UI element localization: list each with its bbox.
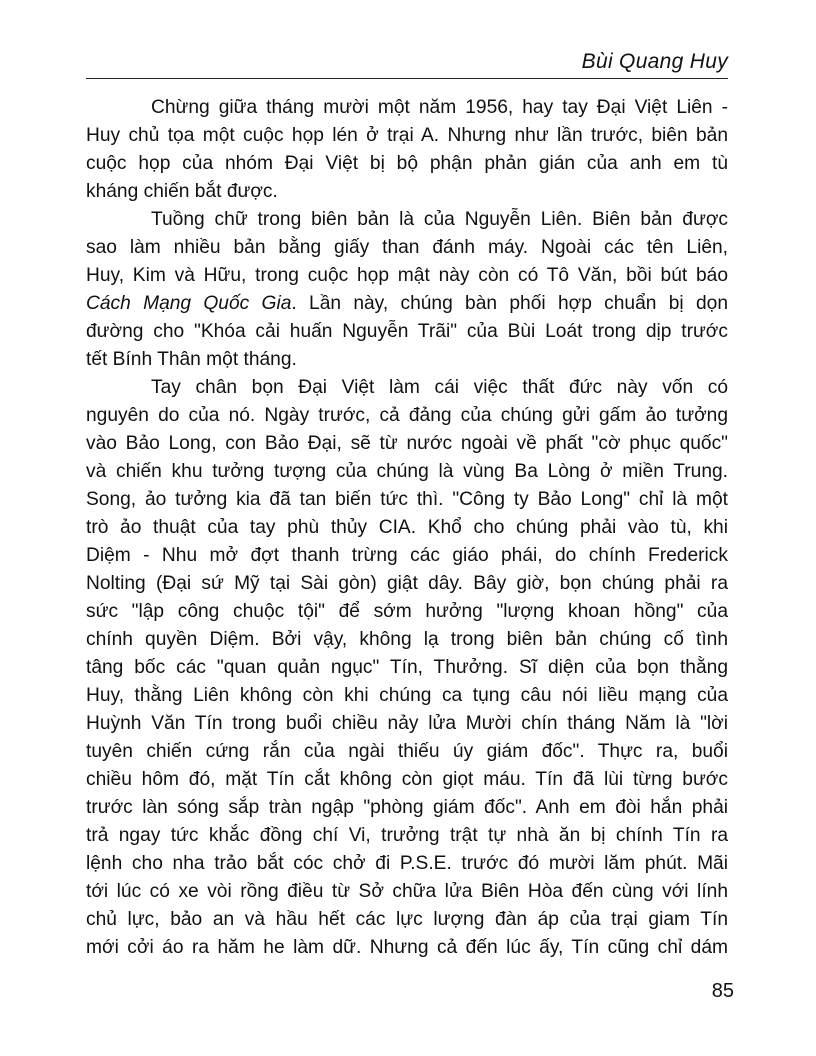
text-line: trả ngay tức khắc đồng chí Vi, trưởng trật tự nhà ăn bị chính Tín ra [86, 825, 728, 846]
text-line: Huy chủ tọa một cuộc họp lén ở trại A. Nhưng như lần trước, biên bản [86, 125, 728, 146]
text-line: cuộc họp của nhóm Đại Việt bị bộ phận phản gián của anh em tù [86, 153, 728, 174]
text-line: tết Bính Thân một tháng. [86, 349, 297, 370]
italic-title: Cách Mạng Quốc Gia [86, 293, 292, 314]
body-text [86, 94, 728, 962]
text-line: Diệm - Nhu mở đợt thanh trừng các giáo phái, do chính Frederick [86, 545, 728, 566]
page-number: 85 [711, 980, 734, 1002]
text-line: trước làn sóng sắp tràn ngập "phòng giám đốc". Anh em đòi hắn phải [86, 797, 728, 818]
text-line: chủ lực, bảo an và hầu hết các lực lượng đàn áp của trại giam Tín [86, 909, 728, 930]
text-line: trò ảo thuật của tay phù thủy CIA. Khổ cho chúng phải vào tù, khi [86, 517, 728, 538]
text-line: tâng bốc các "quan quản ngục" Tín, Thưởng. Sĩ diện của bọn thằng [86, 657, 728, 678]
text-line: Song, ảo tưởng kia đã tan biến tức thì. "Công ty Bảo Long" chỉ là một [86, 489, 728, 510]
text-line: kháng chiến bắt được. [86, 181, 278, 202]
text-line: lệnh cho nha trảo bắt cóc chở đi P.S.E. trước đó mười lăm phút. Mãi [86, 853, 728, 874]
text-line: đường cho "Khóa cải huấn Nguyễn Trãi" của Bùi Loát trong dịp trước [86, 321, 728, 342]
text-line: nguyên do của nó. Ngày trước, cả đảng của chúng gửi gấm ảo tưởng [86, 405, 728, 426]
text-line: chính quyền Diệm. Bởi vậy, không lạ trong biên bản chúng cố tình [86, 629, 728, 650]
text-line: và chiến khu tưởng tượng của chúng là vùng Ba Lòng ở miền Trung. [86, 461, 728, 482]
running-header [86, 50, 728, 79]
text-line [86, 290, 728, 318]
text-line: Huỳnh Văn Tín trong buổi chiều nảy lửa Mười chín tháng Năm là "lời [86, 713, 728, 734]
text-line: mới cởi áo ra hăm he làm dữ. Nhưng cả đến lúc ấy, Tín cũng chỉ dám [86, 937, 728, 958]
text-line: tới lúc có xe vòi rồng điều từ Sở chữa lửa Biên Hòa đến cùng với lính [86, 881, 728, 902]
text-line: Chừng giữa tháng mười một năm 1956, hay tay Đại Việt Liên - [151, 97, 728, 118]
text-line: tuyên chiến cứng rắn của ngài thiếu úy giám đốc". Thực ra, buổi [86, 741, 728, 762]
text-line: Tay chân bọn Đại Việt làm cái việc thất đức này vốn có [151, 377, 728, 398]
text-fragment: . Lần này, chúng bàn phối hợp chuẩn bị dọn [291, 293, 728, 314]
text-line: sao làm nhiều bản bằng giấy than đánh máy. Ngoài các tên Liên, [86, 237, 728, 258]
text-line: Nolting (Đại sứ Mỹ tại Sài gòn) giật dây. Bây giờ, bọn chúng phải ra [86, 573, 728, 594]
text-line: Tuồng chữ trong biên bản là của Nguyễn Liên. Biên bản được [151, 209, 728, 230]
text-line: Huy, thằng Liên không còn khi chúng ca tụng câu nói liều mạng của [86, 685, 728, 706]
header-author-title: Bùi Quang Huy [581, 50, 728, 73]
text-line: sức "lập công chuộc tội" để sớm hưởng "lượng khoan hồng" của [86, 601, 728, 622]
text-line: vào Bảo Long, con Bảo Đại, sẽ từ nước ngoài về phất "cờ phục quốc" [86, 433, 728, 454]
text-line: chiều hôm đó, mặt Tín cắt không còn giọt máu. Tín đã lùi từng bước [86, 769, 728, 790]
text-line: Huy, Kim và Hữu, trong cuộc họp mật này còn có Tô Văn, bồi bút báo [86, 265, 728, 286]
